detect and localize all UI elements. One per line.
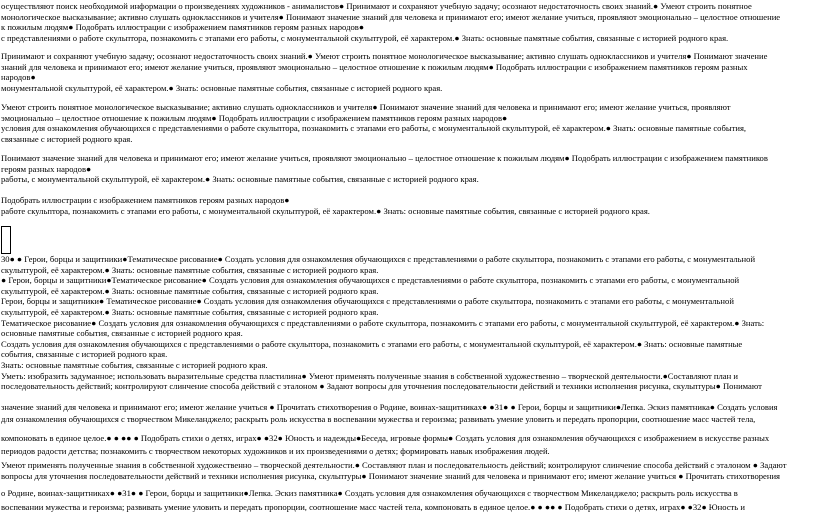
text-line: работе скульптора, познакомить с этапами его работы, с монументальной скульптурой, её характером.● Знать: основные памятные события, связанные с историей родного края. — [1, 205, 650, 216]
paragraph-5 — [1, 195, 813, 216]
text-line: значение знаний для человека и принимают его; имеют желание учиться ● Прочитать стихотворения о Родине, воинах-защитниках● ●31● ● Герои, борцы и защитники●Лепка. Эскиз памятника● Создать условия — [1, 402, 778, 412]
text-line: скульптурой, её характером.● Знать: основные памятные события, связанные с историей родного края. — [1, 264, 379, 275]
text-line: эмоционально – целостное отношение к пожилым людям● Подобрать иллюстрации с изображением памятников героям разных народов● — [1, 112, 508, 123]
text-line: Принимают и сохраняют учебную задачу; осознают недостаточность своих знаний.● Умеют строить понятное монологическое высказывание; активно слушать одноклассников и учителя● Понимают значение — [1, 51, 768, 61]
paragraph-2 — [1, 51, 813, 93]
text-line: Герои, борцы и защитники● Тематическое рисование● Создать условия для ознакомления обучающихся с представлениями о работе скульптора, познакомить с этапами его работы, с монументальной — [1, 296, 734, 307]
text-line: ● Герои, борцы и защитники●Тематическое рисование● Создать условия для ознакомления обучающихся с представлениями о работе скульптора, познакомить с этапами его работы, с монументальной — [1, 275, 740, 286]
text-line: с представлениями о работе скульптора, познакомить с этапами его работы, с монументальной скульптурой, её характером.● Знать: основные памятные события, связанные с историей родного края. — [1, 32, 729, 43]
paragraph-4 — [1, 153, 813, 185]
text-line: Умеют применять полученные знания в собственной художественно – творческой деятельности.● Составляют план и последовательность действий; контролируют слинчение способа действий с эталоном ● Задают — [1, 460, 787, 470]
text-line: компоновать в единое целое.● ● ●● ● Подобрать стихи о детях, играх● ●32● Юность и надежды●Беседа, игровые формы● Создать условия для ознакомления обучающихся с изображением в искусстве разных — [1, 433, 770, 443]
text-line: Понимают значение знаний для человека и принимают его; имеют желание учиться, проявляют эмоционально – целостное отношение к пожилым людям● Подобрать иллюстрации с изображением памятников — [1, 153, 768, 163]
text-line: Подобрать иллюстрации с изображением памятников героям разных народов● — [1, 195, 290, 205]
text-line: события, связанные с историей родного края. — [1, 349, 168, 360]
text-line: работы, с монументальной скульптурой, её характером.● Знать: основные памятные события, связанные с историей родного края. — [1, 174, 479, 185]
text-line: последовательность действий; контролируют слинчение способа действий с эталоном ● Задают вопросы для уточнения последовательности действий и техники исполнения рисунка, скульптуры● Понимают — [1, 381, 762, 392]
paragraph-6 — [1, 254, 813, 392]
text-line: Знать: основные памятные события, связанные с историей родного края. — [1, 359, 268, 370]
text-line: знаний для человека и принимают его; имеют желание учиться, проявляют эмоционально – целостное отношение к пожилым людям● Подобрать иллюстрации с изображением памятников героям разных — [1, 61, 748, 72]
text-line: монологическое высказывание; активно слушать одноклассников и учителя● Понимают значение знаний для человека и принимают его; имеют желание учиться, проявляют эмоционально – целостное отношение — [1, 11, 781, 22]
text-line: Умеют строить понятное монологическое высказывание; активно слушать одноклассников и учителя● Понимают значение знаний для человека и принимают его; имеют желание учиться, проявляют — [1, 102, 731, 112]
text-line: воспевании мужества и героизма; развивать умение уловить и передать пропорции, соотношение масс частей тела, компоновать в единое целое.● ● ●● ● Подобрать стихи о детях, играх● ●32● Юность и — [1, 502, 745, 512]
text-line: осуществляют поиск необходимой информации о произведениях художников - анималистов● Принимают и сохраняют учебную задачу; осознают недостаточность своих знаний.● Умеют строить понятное — [1, 1, 752, 11]
text-line: героям разных народов● — [1, 163, 92, 174]
table-cell-frame — [1, 226, 11, 254]
text-line: периодов радости детства; познакомить с творчеством некоторых художников и их произведениями о детях; формировать навык изображения людей. — [1, 446, 550, 456]
text-line: Уметь: изобразить задуманное; использовать выразительные средства пластилина● Умеют применять полученные знания в собственной художественно – творческой деятельности.●Составляют план и — [1, 370, 738, 381]
text-line: народов● — [1, 72, 36, 83]
text-line: скульптурой, её характером.● Знать: основные памятные события, связанные с историей родного края. — [1, 306, 379, 317]
text-line: основные памятные события, связанные с историей родного края. — [1, 328, 243, 339]
paragraph-1 — [1, 1, 813, 43]
text-line: Создать условия для ознакомления обучающихся с представлениями о работе скульптора, познакомить с этапами его работы, с монументальной скульптурой, её характером.● Знать: основные памятные — [1, 338, 743, 349]
paragraph-3 — [1, 102, 813, 144]
text-line: к пожилым людям● Подобрать иллюстрации с изображением памятников героям разных народов● — [1, 22, 365, 33]
text-line: условия для ознакомления обучающихся с представлениями о работе скульптора, познакомить с этапами его работы, с монументальной скульптурой, её характером.● Знать: основные памятные события, — [1, 123, 747, 134]
text-line: монументальной скульптурой, её характером.● Знать: основные памятные события, связанные с историей родного края. — [1, 82, 443, 93]
text-line: вопросы для уточнения последовательности действий и техники исполнения рисунка, скульптуры● Понимают значение знаний для человека и принимают его; имеют желание учиться ● Прочитать стихотворения — [1, 471, 780, 481]
text-line: скульптурой, её характером.● Знать: основные памятные события, связанные с историей родного края. — [1, 285, 379, 296]
text-line: для ознакомления обучающихся с творчеством Микеланджело; раскрыть роль искусства в воспевании мужества и героизма; развивать умение уловить и передать пропорции, соотношение масс частей тела, — [1, 414, 756, 424]
text-line: связанные с историей родного края. — [1, 133, 133, 144]
text-line: Тематическое рисование● Создать условия для ознакомления обучающихся с представлениями о работе скульптора, познакомить с этапами его работы, с монументальной скульптурой, её характером.● Знать: — [1, 317, 765, 328]
text-line: о Родине, воинах-защитниках● ●31● ● Герои, борцы и защитники●Лепка. Эскиз памятника● Создать условия для ознакомления обучающихся с творчеством Микеланджело; раскрыть роль искусства в — [1, 488, 738, 498]
text-line: 30● ● Герои, борцы и защитники●Тематическое рисование● Создать условия для ознакомления обучающихся с представлениями о работе скульптора, познакомить с этапами его работы, с монументальной — [1, 254, 756, 264]
